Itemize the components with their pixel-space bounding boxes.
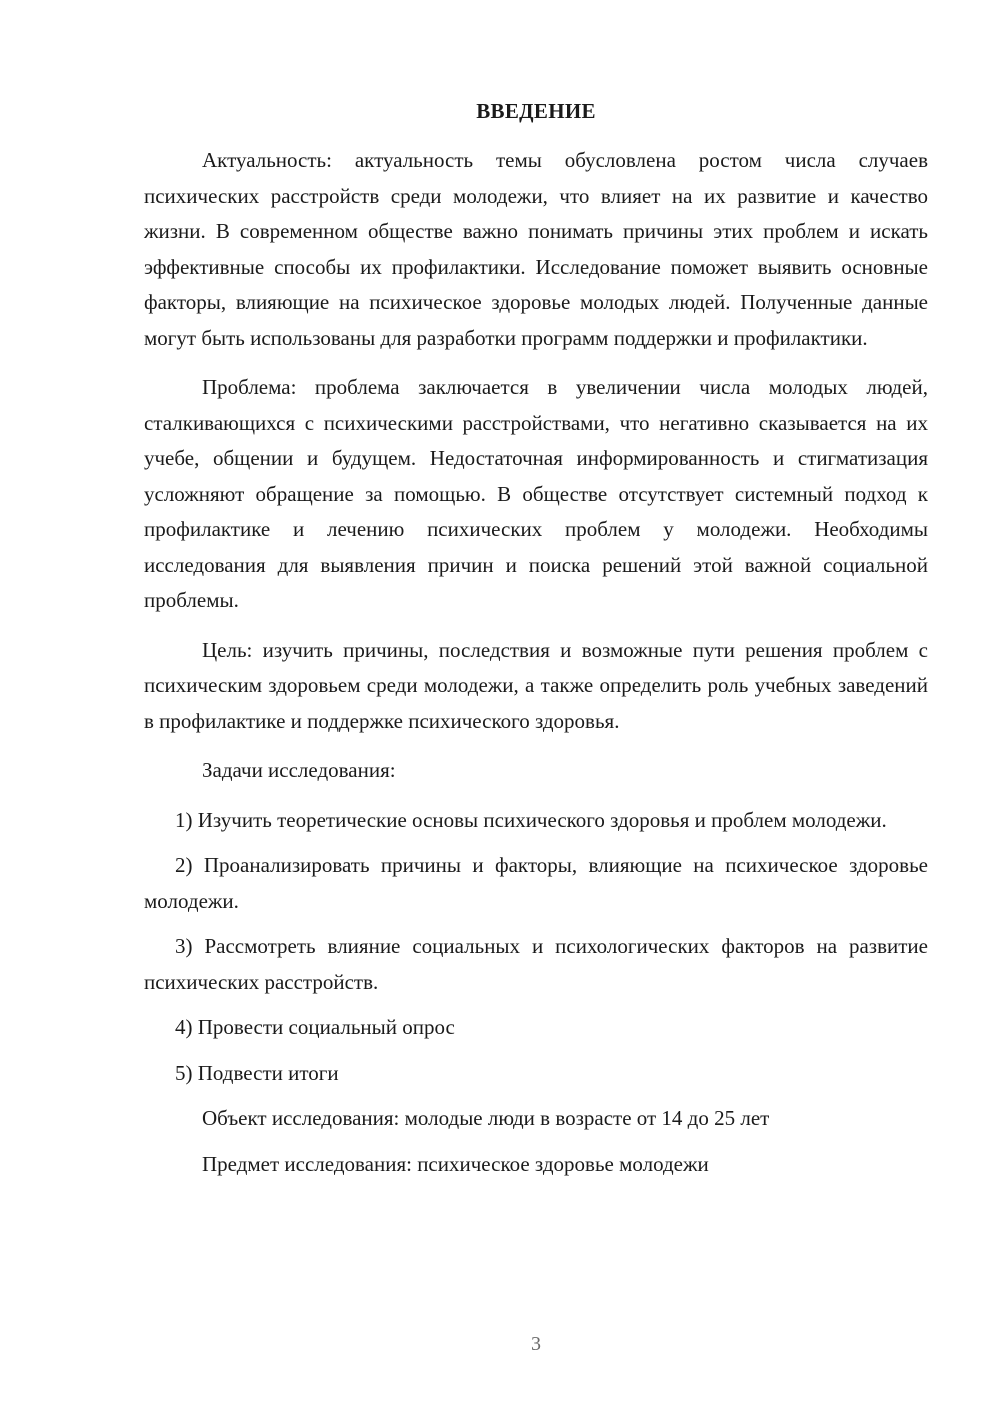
task-item-2: 2) Проанализировать причины и факторы, влияющие на психическое здоровье молодежи. (144, 853, 928, 913)
problem-paragraph: Проблема: проблема заключается в увеличении числа молодых людей, сталкивающихся с психическими расстройствами, что негативно сказывается на их учебе, общении и будущем. Недостаточная информированность и стигматизация усложняют обращение за помощью. В обществе отсутствует системный подход к профилактике и лечению психических проблем у молодежи. Необходимы исследования для выявления причин и поиска решений этой важной социальной проблемы. (144, 375, 928, 612)
goal-paragraph: Цель: изучить причины, последствия и возможные пути решения проблем с психическим здоровьем среди молодежи, а также определить роль учебных заведений в профилактике и поддержке психического здоровья. (144, 637, 928, 733)
research-object: Объект исследования: молодые люди в возрасте от 14 до 25 лет (202, 1106, 770, 1130)
task-item-3: 3) Рассмотреть влияние социальных и психологических факторов на развитие психических расстройств. (144, 934, 928, 994)
page-number: 3 (531, 1333, 541, 1355)
research-subject: Предмет исследования: психическое здоровье молодежи (202, 1151, 709, 1176)
tasks-heading: Задачи исследования: (202, 758, 396, 782)
page-title: ВВЕДЕНИЕ (476, 99, 596, 123)
task-item-1: 1) Изучить теоретические основы психического здоровья и проблем молодежи. (175, 807, 887, 832)
task-item-4: 4) Провести социальный опрос (175, 1015, 455, 1039)
page-content (144, 94, 928, 1192)
task-item-5: 5) Подвести итоги (175, 1060, 339, 1085)
relevance-paragraph: Актуальность: актуальность темы обусловлена ростом числа случаев психических расстройств среди молодежи, что влияет на их развитие и качество жизни. В современном обществе важно понимать причины этих проблем и искать эффективные способы их профилактики. Исследование поможет выявить основные факторы, влияющие на психическое здоровье молодых людей. Полученные данные могут быть использованы для разработки программ поддержки и профилактики. (144, 148, 928, 350)
